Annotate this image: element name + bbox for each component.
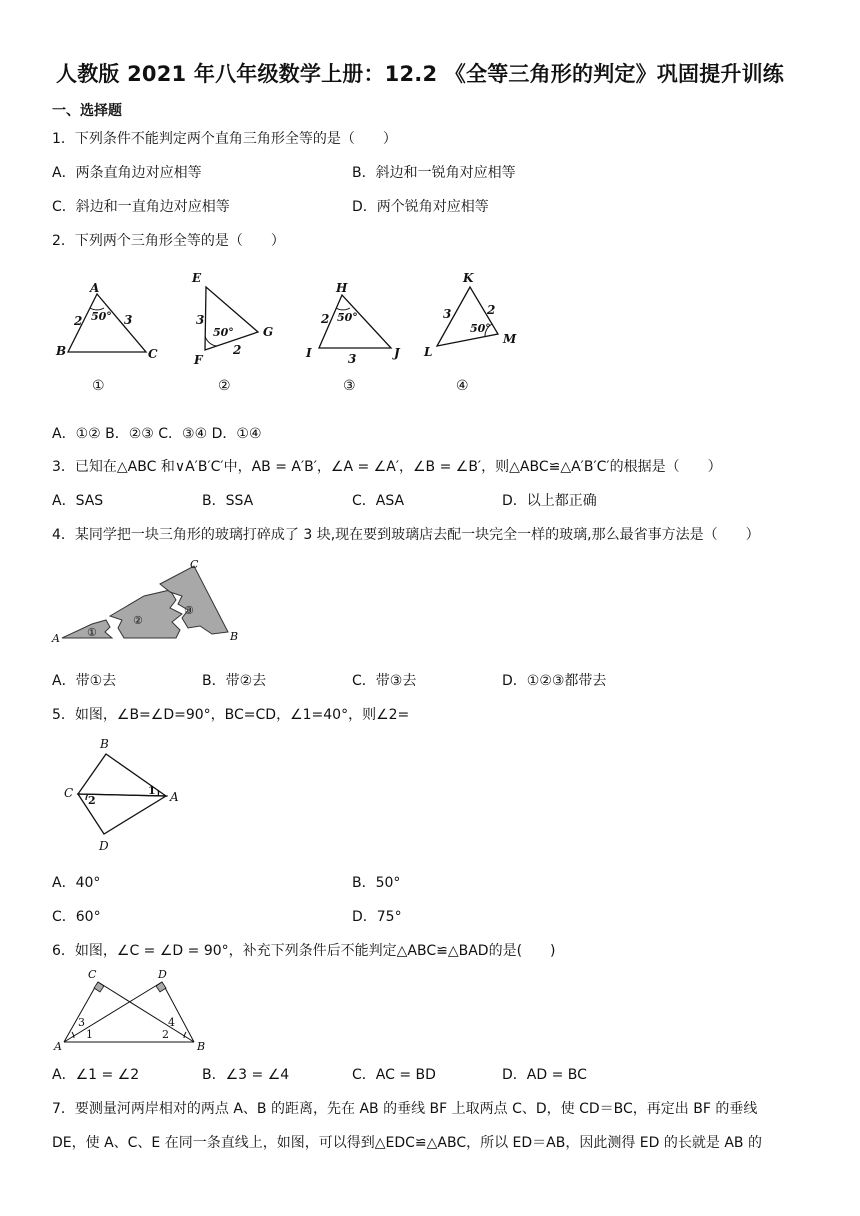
angle-label-1: 1	[148, 784, 156, 797]
piece-label-2: ②	[133, 614, 143, 627]
side-label: 3	[443, 307, 452, 321]
figure-label-2: ②	[218, 378, 231, 394]
glass-piece-2	[110, 590, 182, 638]
label-a: A	[170, 790, 179, 804]
q4-option-b: B．带②去	[202, 673, 267, 689]
q2-triangles-figure	[0, 262, 560, 402]
label-c: C	[64, 786, 74, 800]
angle-arc-1	[158, 790, 159, 796]
q5-figure	[0, 734, 220, 854]
q4-broken-glass-figure	[0, 552, 260, 652]
side-label: 2	[233, 343, 242, 357]
q4-option-a: A．带①去	[52, 673, 117, 689]
piece-label-1: ①	[87, 626, 97, 639]
q3-option-b: B．SSA	[202, 493, 254, 509]
label-d: D	[158, 968, 167, 981]
figure-label-3: ③	[343, 378, 356, 394]
label-b: B	[197, 1040, 206, 1053]
angle-label: 50°	[213, 326, 234, 339]
figure-label-4: ④	[456, 378, 469, 394]
question-7-line-1: 7．要测量河两岸相对的两点 A、B 的距离，先在 AB 的垂线 BF 上取两点 C、D，使 CD＝BC，再定出 BF 的垂线	[52, 1101, 758, 1117]
q5-option-a: A．40°	[52, 875, 101, 891]
label-g: G	[263, 325, 274, 339]
label-h: H	[336, 281, 348, 295]
label-b: B	[100, 737, 109, 751]
figure-label-1: ①	[92, 378, 105, 394]
q5-option-c: C．60°	[52, 909, 101, 925]
label-c: C	[148, 347, 158, 361]
label-m: M	[503, 332, 517, 346]
side-label: 3	[196, 313, 205, 327]
angle-arc	[336, 308, 350, 310]
question-1-text: 1．下列条件不能判定两个直角三角形全等的是（ ）	[52, 131, 397, 147]
triangle-efg	[205, 287, 258, 350]
q3-option-d: D．以上都正确	[502, 493, 597, 509]
right-angle-mark-c	[94, 982, 104, 992]
q6-option-d: D．AD = BC	[502, 1067, 587, 1083]
question-3-text: 3．已知在△ABC 和∨A′B′C′中，AB = A′B′，∠A = ∠A′，∠B = ∠B′，则△ABC≌△A′B′C′的根据是（ ）	[52, 459, 722, 475]
q6-figure	[0, 966, 220, 1056]
label-a: A	[52, 632, 60, 645]
question-7-line-2: DE，使 A、C、E 在同一条直线上，如图，可以得到△EDC≌△ABC，所以 ED＝AB，因此测得 ED 的长就是 AB 的	[52, 1135, 762, 1151]
label-i: I	[306, 346, 312, 360]
page-title: 人教版 2021 年八年级数学上册：12.2 《全等三角形的判定》巩固提升训练	[56, 62, 784, 86]
q6-option-c: C．AC = BD	[352, 1067, 436, 1083]
q6-option-b: B．∠3 = ∠4	[202, 1067, 290, 1083]
label-l: L	[424, 345, 433, 359]
angle-label: 50°	[91, 310, 112, 323]
q2-options: A．①② B．②③ C．③④ D．①④	[52, 426, 262, 442]
question-5-text: 5．如图，∠B=∠D=90°，BC=CD，∠1=40°，则∠2=	[52, 707, 410, 723]
section-heading: 一、选择题	[52, 103, 122, 119]
angle-label-2: 2	[88, 794, 96, 807]
question-4-text: 4．某同学把一块三角形的玻璃打碎成了 3 块,现在要到玻璃店去配一块完全一样的玻璃,那么最省事方法是（ ）	[52, 527, 760, 543]
q1-option-a: A．两条直角边对应相等	[52, 165, 202, 181]
label-a: A	[90, 281, 100, 295]
angle-label: 50°	[337, 311, 358, 324]
side-label: 3	[348, 352, 357, 366]
question-6-text: 6．如图，∠C = ∠D = 90°，补充下列条件后不能判定△ABC≌△BAD的是( )	[52, 943, 556, 959]
angle-label-3: 3	[78, 1016, 85, 1029]
q1-option-c: C．斜边和一直角边对应相等	[52, 199, 230, 215]
label-b: B	[56, 344, 67, 358]
label-c: C	[88, 968, 97, 981]
piece-label-3: ③	[184, 604, 194, 617]
side-label: 2	[487, 303, 496, 317]
label-d: D	[99, 839, 109, 853]
label-b: B	[230, 630, 239, 643]
q5-option-b: B．50°	[352, 875, 401, 891]
label-k: K	[463, 271, 474, 285]
q6-option-a: A．∠1 = ∠2	[52, 1067, 140, 1083]
angle-label-4: 4	[168, 1016, 175, 1029]
side-label: 2	[74, 314, 83, 328]
right-angle-mark-d	[156, 982, 166, 992]
label-c: C	[190, 558, 199, 571]
q3-option-a: A．SAS	[52, 493, 104, 509]
label-e: E	[192, 271, 202, 285]
q4-option-d: D．①②③都带去	[502, 673, 607, 689]
q5-option-d: D．75°	[352, 909, 402, 925]
label-j: J	[394, 346, 400, 360]
side-label: 2	[321, 312, 330, 326]
label-a: A	[54, 1040, 62, 1053]
question-2-text: 2．下列两个三角形全等的是（ ）	[52, 233, 285, 249]
angle-label: 50°	[470, 322, 491, 335]
q3-option-c: C．ASA	[352, 493, 405, 509]
q4-option-c: C．带③去	[352, 673, 417, 689]
q1-option-b: B．斜边和一锐角对应相等	[352, 165, 516, 181]
side-label: 3	[124, 313, 133, 327]
angle-label-2: 2	[162, 1028, 169, 1041]
label-f: F	[194, 353, 203, 367]
angle-label-1: 1	[86, 1028, 93, 1041]
q1-option-d: D．两个锐角对应相等	[352, 199, 489, 215]
